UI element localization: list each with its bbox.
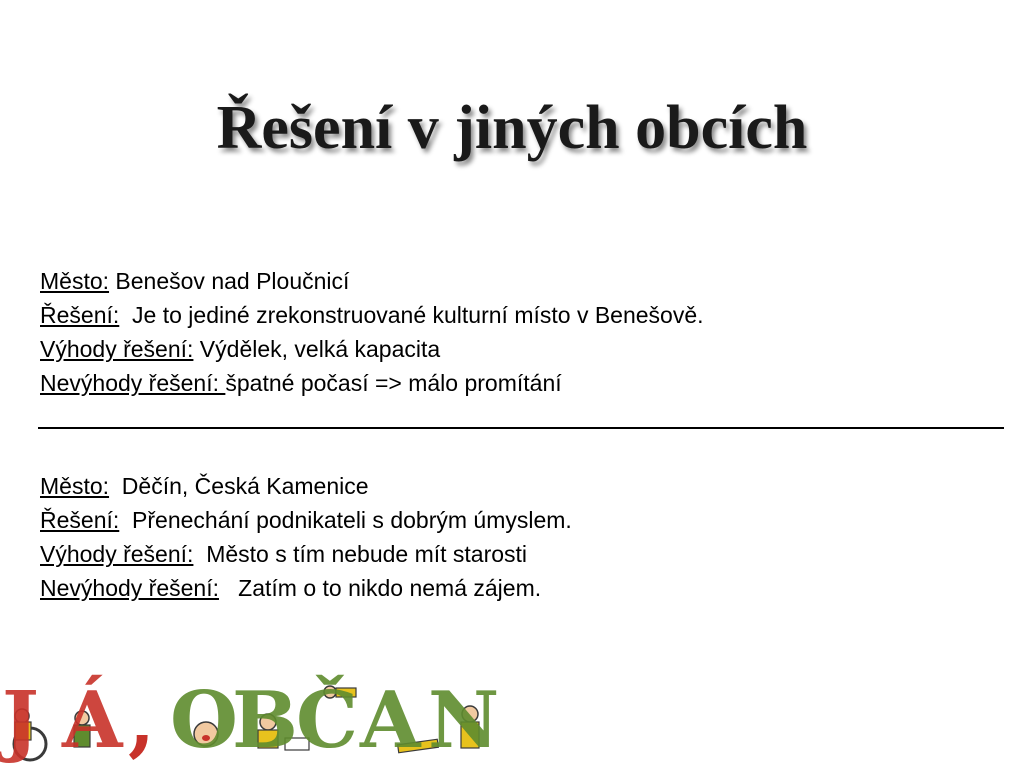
city-row [40, 469, 572, 503]
advantages-value: Město s tím nebude mít starosti [193, 541, 528, 567]
logo-letter: N [428, 675, 500, 766]
advantages-row [40, 332, 704, 366]
logo-letter: B [232, 675, 298, 766]
city-label: Město: [40, 473, 110, 499]
solution-row [40, 298, 704, 332]
disadvantages-row [40, 571, 572, 605]
ja-obcan-logo [0, 672, 520, 768]
advantages-label: Výhody řešení: [40, 336, 194, 362]
solution-label: Řešení: [40, 507, 120, 533]
logo-letter: J [2, 675, 39, 766]
solution-row [40, 503, 572, 537]
disadvantages-value: špatné počasí => málo promítání [225, 370, 562, 396]
logo-letter: A [360, 675, 421, 766]
advantages-value: Výdělek, velká kapacita [193, 336, 441, 362]
solution-label: Řešení: [40, 302, 120, 328]
slide-title: Řešení v jiných obcích [216, 94, 808, 162]
city-entry-2 [40, 469, 572, 605]
solution-value: Je to jediné zrekonstruované kulturní místo v Benešově. [119, 302, 704, 328]
city-value: Benešov nad Ploučnicí [109, 268, 350, 294]
city-value: Děčín, Česká Kamenice [109, 473, 369, 499]
advantages-label: Výhody řešení: [40, 541, 194, 567]
advantages-row [40, 537, 572, 571]
separator-line [38, 427, 1004, 429]
solution-value: Přenechání podnikateli s dobrým úmyslem. [119, 507, 572, 533]
logo-letter: Č [296, 675, 359, 766]
disadvantages-label: Nevýhody řešení: [40, 575, 219, 601]
logo-letter: , [128, 675, 156, 766]
disadvantages-label: Nevýhody řešení: [40, 370, 226, 396]
disadvantages-row [40, 366, 704, 400]
logo-letter: O [170, 675, 238, 766]
city-label: Město: [40, 268, 110, 294]
logo-text [0, 672, 520, 768]
disadvantages-value: Zatím o to nikdo nemá zájem. [218, 575, 542, 601]
logo-letter: Á [62, 675, 123, 766]
city-entry-1 [40, 264, 704, 400]
city-row [40, 264, 704, 298]
